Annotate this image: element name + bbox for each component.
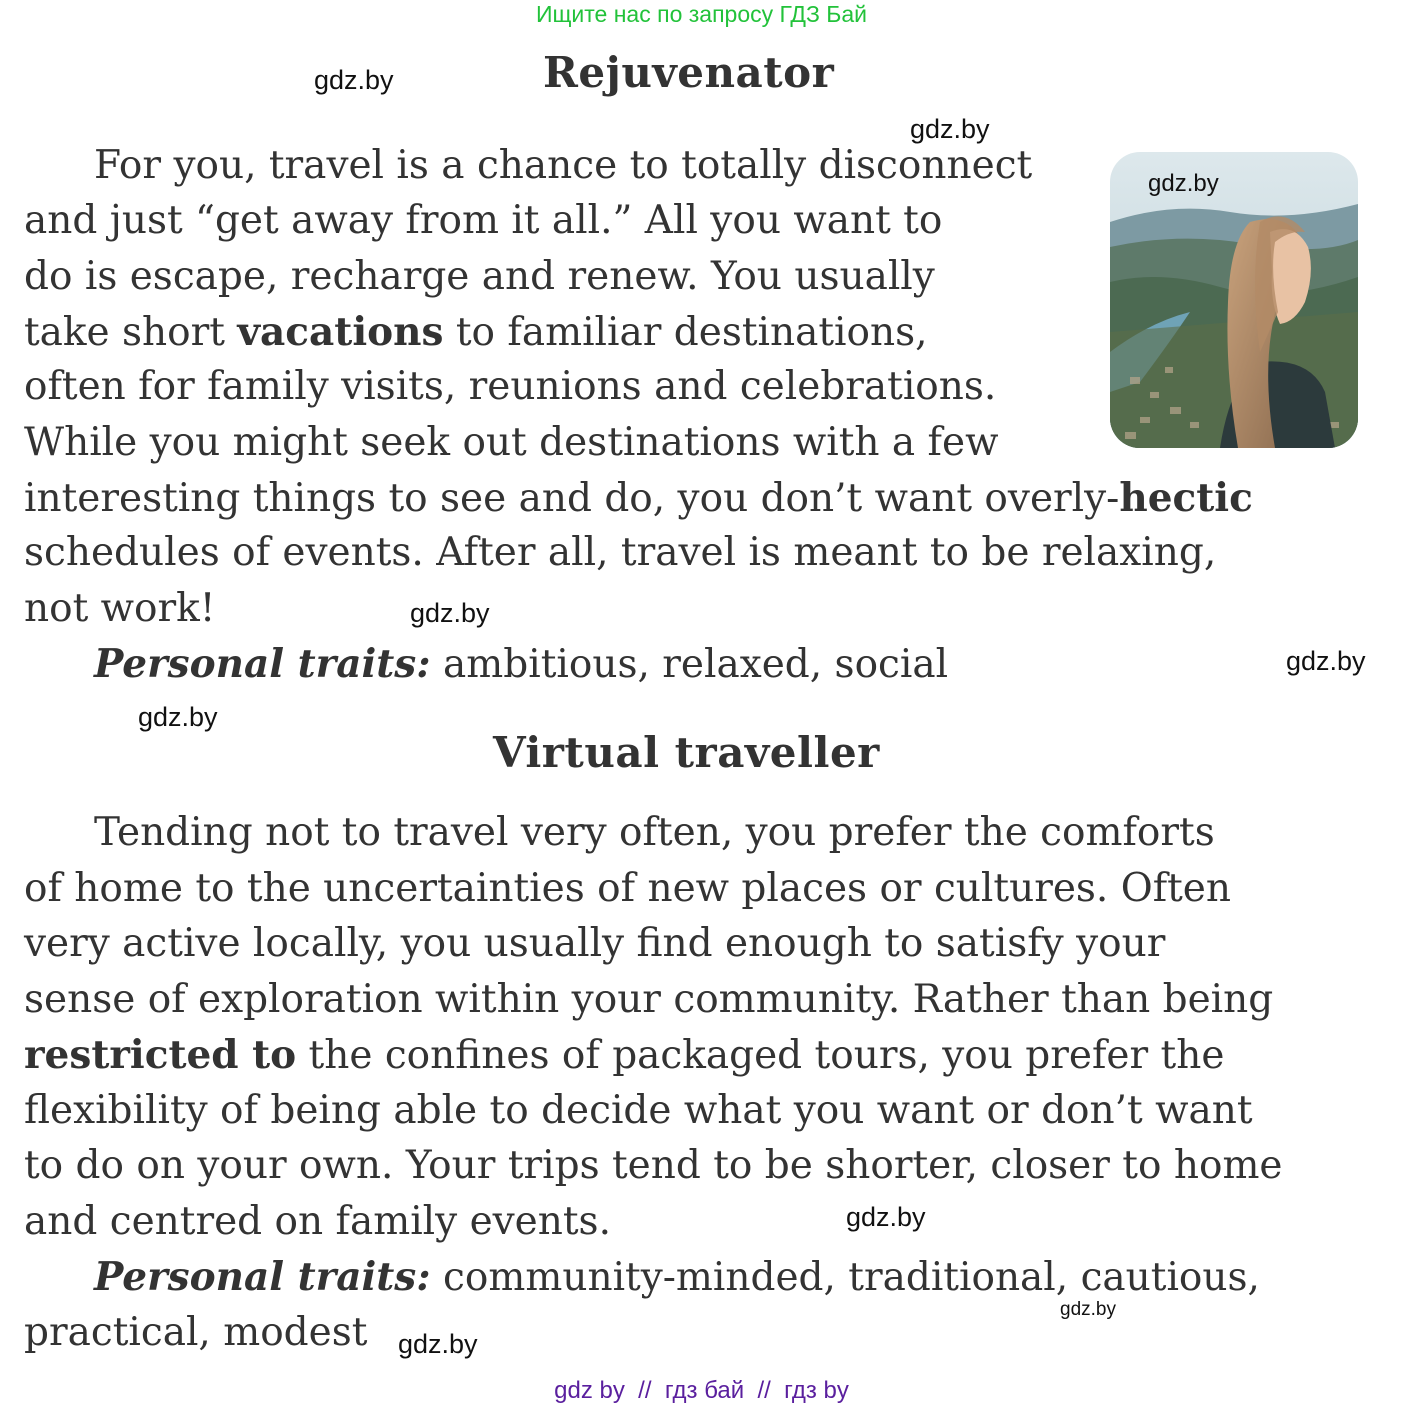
vocabulary-word-vacations: vacations: [237, 309, 444, 355]
virtual-line-2: of home to the uncertainties of new places or cultures. Often: [24, 866, 1232, 911]
virtual-line-1: Tending not to travel very often, you prefer the comforts: [94, 810, 1215, 855]
virtual-line-7: to do on your own. Your trips tend to be shorter, closer to home: [24, 1143, 1283, 1188]
watermark: gdz.by: [846, 1202, 926, 1232]
virtual-line-6: flexibility of being able to decide what you want or don’t want: [24, 1088, 1253, 1133]
rejuvenator-line-9: not work!: [24, 586, 216, 631]
traits-label: Personal traits:: [94, 641, 431, 687]
rejuvenator-photo: [1110, 152, 1358, 448]
watermark: gdz.by: [410, 598, 490, 628]
rejuvenator-line-5: often for family visits, reunions and celebrations.: [24, 364, 997, 409]
virtual-line-8: and centred on family events.: [24, 1199, 611, 1244]
text-segment: interesting things to see and do, you don’t want overly-: [24, 476, 1120, 521]
watermark: gdz.by: [138, 702, 218, 732]
traits-value: ambitious, relaxed, social: [430, 642, 949, 687]
watermark: gdz.by: [314, 65, 394, 95]
rejuvenator-traits: [94, 639, 948, 690]
watermark: gdz.by: [910, 114, 990, 144]
vocabulary-phrase-restricted-to: restricted to: [24, 1032, 297, 1078]
rejuvenator-line-8: schedules of events. After all, travel is meant to be relaxing,: [24, 530, 1217, 575]
search-banner: Ищите нас по запросу ГДЗ Бай: [535, 1, 868, 27]
rejuvenator-line-6: While you might seek out destinations with a few: [24, 420, 999, 465]
virtual-line-5: [24, 1030, 1224, 1081]
section-title-rejuvenator: Rejuvenator: [543, 48, 835, 97]
section-title-virtual-traveller: Virtual traveller: [493, 728, 880, 777]
rejuvenator-line-4: [24, 307, 928, 358]
footer-links: gdz by // гдз бай // гдз by: [554, 1377, 849, 1404]
rejuvenator-line-7: [24, 473, 1253, 524]
rejuvenator-line-2: and just “get away from it all.” All you want to: [24, 198, 943, 243]
text-segment: to familiar destinations,: [443, 310, 928, 355]
traits-label: Personal traits:: [94, 1254, 431, 1300]
photo-watermark: gdz.by: [1148, 170, 1219, 197]
rejuvenator-line-3: do is escape, recharge and renew. You usually: [24, 254, 935, 299]
vocabulary-word-hectic: hectic: [1119, 475, 1253, 521]
traits-value: community-minded, traditional, cautious,: [430, 1255, 1260, 1300]
virtual-traits-line-2: practical, modest: [24, 1310, 368, 1355]
virtual-line-3: very active locally, you usually find enough to satisfy your: [24, 921, 1166, 966]
rejuvenator-line-1: For you, travel is a chance to totally disconnect: [94, 143, 1033, 188]
watermark: gdz.by: [398, 1329, 478, 1359]
text-segment: take short: [24, 310, 238, 355]
text-segment: the confines of packaged tours, you prefer the: [296, 1033, 1225, 1078]
virtual-line-4: sense of exploration within your community. Rather than being: [24, 977, 1274, 1022]
watermark: gdz.by: [1286, 646, 1366, 676]
watermark: gdz.by: [1060, 1299, 1116, 1320]
